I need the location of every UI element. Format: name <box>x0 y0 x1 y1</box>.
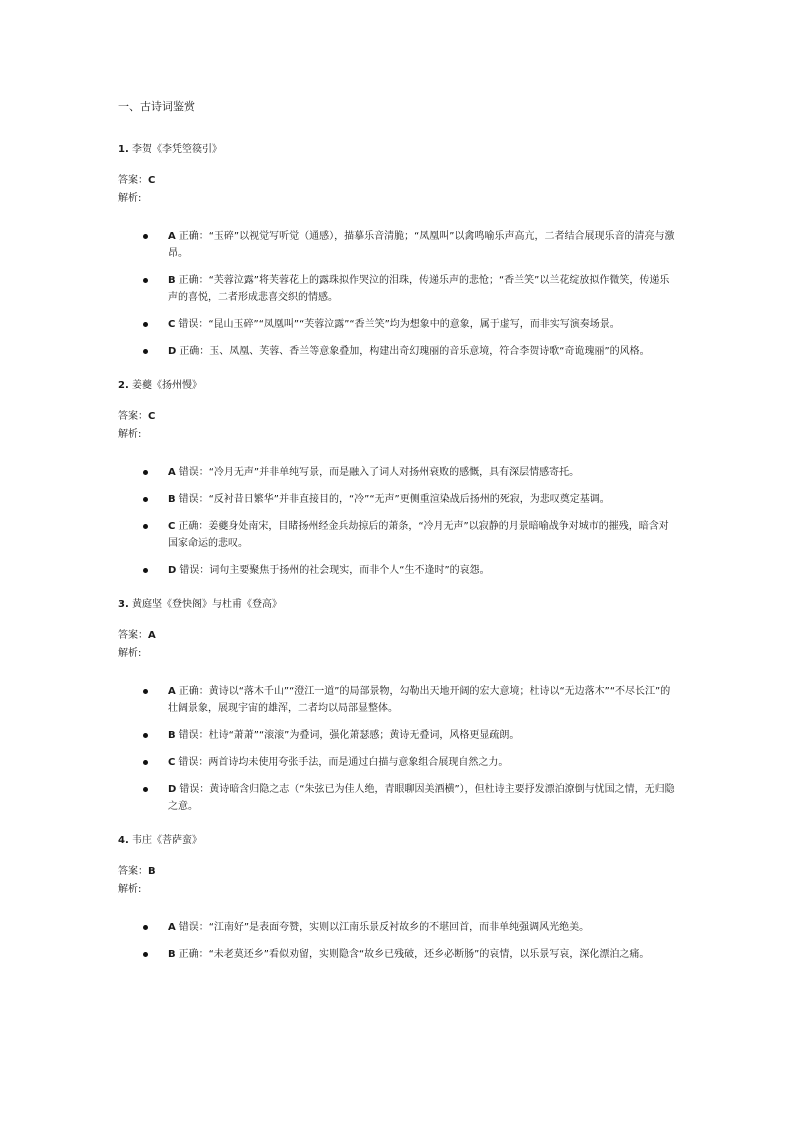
option-text: 错误：词句主要聚焦于扬州的社会现实，而非个人“生不逢时”的哀怨。 <box>179 564 490 576</box>
question-title <box>118 833 675 849</box>
bullet-icon <box>143 278 148 283</box>
option-analysis-item <box>118 518 675 552</box>
answer-prefix: 答案： <box>118 174 148 186</box>
option-text: 正确：姜夔身处南宋，目睹扬州经金兵劫掠后的萧条，“冷月无声”以寂静的月景暗喻战争对城市的摧残，暗含对国家命运的悲叹。 <box>168 520 669 549</box>
bullet-icon <box>143 568 148 573</box>
question-block <box>118 142 675 360</box>
option-analysis-item <box>118 683 675 717</box>
option-text: 错误：“江南好”是表面夸赞，实则以江南乐景反衬故乡的不堪回首，而非单纯强调风光绝美。 <box>178 921 590 933</box>
option-text: 错误：两首诗均未使用夸张手法，而是通过白描与意象组合展现自然之力。 <box>178 756 509 768</box>
option-analysis-item <box>118 464 675 481</box>
answer-prefix: 答案： <box>118 410 148 422</box>
bullet-icon <box>143 689 148 694</box>
option-letter: C <box>168 318 176 330</box>
option-text: 错误：“昆山玉碎”“凤凰叫”“芙蓉泣露”“香兰笑”均为想象中的意象，属于虚写，而非实写演奏场景。 <box>178 318 620 330</box>
bullet-icon <box>143 234 148 239</box>
question-number: 2. <box>118 379 129 391</box>
option-analysis-item <box>118 491 675 508</box>
bullet-icon <box>143 733 148 738</box>
option-analysis-item <box>118 228 675 262</box>
question-title <box>118 378 675 394</box>
option-letter: A <box>168 466 176 478</box>
answer-letter: A <box>148 629 156 641</box>
question-title-text: 韦庄《菩萨蛮》 <box>131 834 202 846</box>
option-analysis-list <box>118 683 675 815</box>
bullet-icon <box>143 524 148 529</box>
option-analysis-item <box>118 562 675 579</box>
bullet-icon <box>143 952 148 957</box>
option-text: 错误：杜诗“萧萧”“滚滚”为叠词，强化萧瑟感；黄诗无叠词，风格更显疏朗。 <box>178 729 520 741</box>
option-letter: D <box>168 783 177 795</box>
option-text: 正确：“未老莫还乡”看似劝留，实则隐含“故乡已残破，还乡必断肠”的哀情，以乐景写哀，深化漂泊之痛。 <box>178 948 650 960</box>
option-letter: B <box>168 274 176 286</box>
question-block <box>118 597 675 815</box>
option-analysis-item <box>118 316 675 333</box>
question-title-text: 姜夔《扬州慢》 <box>131 379 202 391</box>
option-analysis-list <box>118 464 675 579</box>
bullet-icon <box>143 349 148 354</box>
option-text: 正确：玉、凤凰、芙蓉、香兰等意象叠加，构建出奇幻瑰丽的音乐意境，符合李贺诗歌“奇诡瑰丽”的风格。 <box>179 345 650 357</box>
question-block <box>118 378 675 579</box>
analysis-label: 解析: <box>118 428 142 440</box>
answer-prefix: 答案： <box>118 629 148 641</box>
answer-letter: B <box>148 865 156 877</box>
answer-letter: C <box>148 410 156 422</box>
option-analysis-item <box>118 946 675 963</box>
option-analysis-item <box>118 919 675 936</box>
option-letter: A <box>168 685 176 697</box>
answer-line <box>118 172 675 190</box>
bullet-icon <box>143 497 148 502</box>
option-letter: D <box>168 345 177 357</box>
section-title: 一、古诗词鉴赏 <box>118 100 195 113</box>
option-analysis-item <box>118 272 675 306</box>
question-block <box>118 833 675 963</box>
option-letter: B <box>168 948 176 960</box>
question-number: 4. <box>118 834 129 846</box>
question-title <box>118 142 675 158</box>
option-analysis-list <box>118 919 675 963</box>
answer-letter: C <box>148 174 156 186</box>
bullet-icon <box>143 322 148 327</box>
option-text: 错误：黄诗暗含归隐之志（“朱弦已为佳人绝，青眼聊因美酒横”），但杜诗主要抒发漂泊潦倒与忧国之情，无归隐之意。 <box>168 783 675 812</box>
option-text: 错误：“冷月无声”并非单纯写景，而是融入了词人对扬州衰败的感慨，具有深层情感寄托。 <box>178 466 580 478</box>
question-number: 3. <box>118 598 129 610</box>
option-text: 错误：“反衬昔日繁华”并非直接目的，“冷”“无声”更侧重渲染战后扬州的死寂，为悲叹奠定基调。 <box>178 493 610 505</box>
bullet-icon <box>143 925 148 930</box>
analysis-label: 解析: <box>118 647 142 659</box>
option-text: 正确：“玉碎”以视觉写听觉（通感），描摹乐音清脆；“凤凰叫”以禽鸣喻乐声高亢，二者结合展现乐音的清亮与激昂。 <box>168 230 675 259</box>
question-title-text: 黄庭坚《登快阁》与杜甫《登高》 <box>131 598 282 610</box>
option-letter: A <box>168 921 176 933</box>
analysis-label: 解析: <box>118 192 142 204</box>
option-analysis-item <box>118 781 675 815</box>
bullet-icon <box>143 470 148 475</box>
answer-line <box>118 863 675 881</box>
analysis-label: 解析: <box>118 883 142 895</box>
option-letter: D <box>168 564 177 576</box>
question-title <box>118 597 675 613</box>
option-letter: C <box>168 756 176 768</box>
option-analysis-item <box>118 727 675 744</box>
bullet-icon <box>143 760 148 765</box>
option-letter: B <box>168 729 176 741</box>
option-analysis-item <box>118 754 675 771</box>
option-text: 正确：“芙蓉泣露”将芙蓉花上的露珠拟作哭泣的泪珠，传递乐声的悲怆；“香兰笑”以兰花绽放拟作微笑，传递乐声的喜悦，二者形成悲喜交织的情感。 <box>168 274 670 303</box>
question-number: 1. <box>118 143 129 155</box>
answer-prefix: 答案： <box>118 865 148 877</box>
option-letter: A <box>168 230 176 242</box>
option-analysis-item <box>118 343 675 360</box>
option-analysis-list <box>118 228 675 360</box>
questions-list <box>118 142 675 963</box>
answer-line <box>118 408 675 426</box>
question-title-text: 李贺《李凭箜篌引》 <box>131 143 222 155</box>
option-letter: B <box>168 493 176 505</box>
option-letter: C <box>168 520 176 532</box>
bullet-icon <box>143 787 148 792</box>
answer-line <box>118 627 675 645</box>
option-text: 正确：黄诗以“落木千山”“澄江一道”的局部景物，勾勒出天地开阔的宏大意境；杜诗以“无边落木”“不尽长江”的壮阔景象，展现宇宙的雄浑，二者均以局部显整体。 <box>168 685 671 714</box>
